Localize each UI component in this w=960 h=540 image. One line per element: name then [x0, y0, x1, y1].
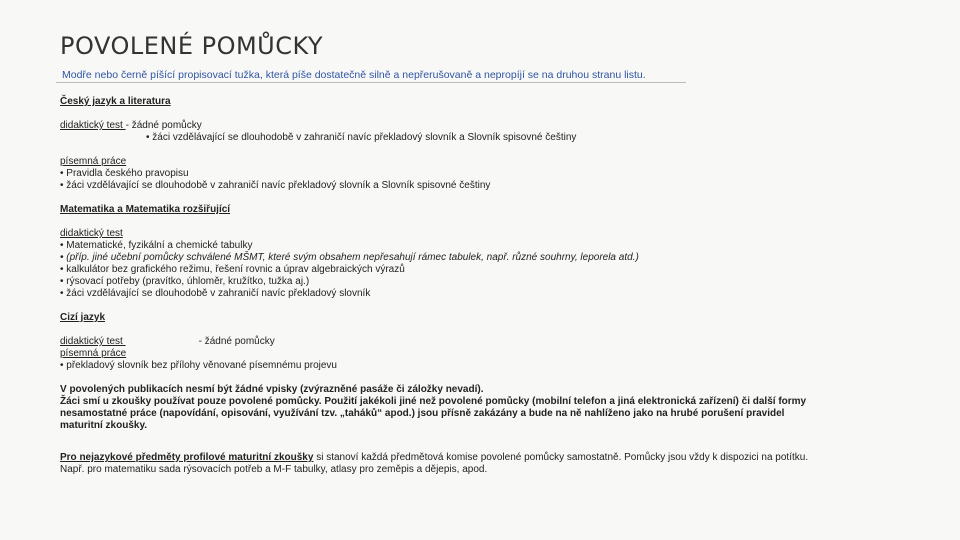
- page-title: POVOLENÉ POMŮCKY: [60, 32, 324, 60]
- content-body: [60, 96, 820, 476]
- intro-text: Modře nebo černě píšící propisovací tužka, která píše dostatečně silně a nepřerušovaně a nepropíjí se na druhou stranu listu.: [62, 69, 646, 81]
- czech-essay-item: • žáci vzdělávající se dlouhodobě v zahraničí navíc překladový slovník a Slovník spisovné češtiny: [60, 180, 491, 191]
- math-item: • žáci vzdělávající se dlouhodobě v zahraničí navíc překladový slovník: [60, 288, 371, 299]
- czech-test-label: didaktický test: [60, 120, 126, 131]
- czech-test-line: [60, 120, 820, 132]
- czech-essay-label: písemná práce: [60, 156, 127, 167]
- math-item: • (příp. jiné učební pomůcky schválené MŠMT, které svým obsahem nepřesahují rámec tabulek, např. různé souhrny, leporela atd.): [60, 252, 639, 263]
- math-item: • rýsovací potřeby (pravítko, úhloměr, kružítko, tužka aj.): [60, 276, 310, 287]
- math-test-label: didaktický test: [60, 228, 123, 239]
- math-heading: Matematika a Matematika rozšiřující: [60, 204, 231, 215]
- foreign-essay-label: písemná práce: [60, 348, 127, 359]
- foreign-essay-item: • překladový slovník bez přílohy věnované písemnému projevu: [60, 360, 337, 371]
- czech-heading: Český jazyk a literatura: [60, 96, 171, 107]
- czech-test-value: - žádné pomůcky: [125, 120, 202, 131]
- czech-essay-item: • Pravidla českého pravopisu: [60, 168, 189, 179]
- czech-test-item: • žáci vzdělávající se dlouhodobě v zahraničí navíc překladový slovník a Slovník spisovné češtiny: [146, 132, 577, 143]
- profile-note-rest: si stanoví každá předmětová komise povolené pomůcky samostatně. Pomůcky jsou vždy k dispozici na potítku. Např. pro matematiku sada rýsovacích potřeb a M-F tabulky, atlasy pro zeměpis a dějepis, apod.: [60, 452, 809, 475]
- foreign-test-line: [60, 336, 820, 348]
- warning-line-2: Žáci smí u zkoušky používat pouze povolené pomůcky. Použití jakékoli jiné než povolené pomůcky (mobilní telefon a jiná elektronická zařízení) či další formy nesamostatné práce (napovídání, opisování, využívání tzv. „taháků“ apod.) jsou přísně zakázány a bude na ně nahlíženo jako na hrubé porušení pravidel maturitní zkoušky.: [60, 396, 807, 431]
- foreign-test-value: - žádné pomůcky: [198, 336, 275, 347]
- foreign-heading: Cizí jazyk: [60, 312, 106, 323]
- math-item: • kalkulátor bez grafického režimu, řešení rovnic a úprav algebraických výrazů: [60, 264, 405, 275]
- math-item: • Matematické, fyzikální a chemické tabulky: [60, 240, 253, 251]
- profile-note: [60, 452, 820, 476]
- title-divider: [56, 82, 686, 83]
- warning-line-1: V povolených publikacích nesmí být žádné vpisky (zvýrazněné pasáže či záložky nevadí).: [60, 384, 484, 395]
- profile-note-bold: Pro nejazykové předměty profilové maturitní zkoušky: [60, 452, 314, 463]
- foreign-test-label: didaktický test: [60, 336, 126, 347]
